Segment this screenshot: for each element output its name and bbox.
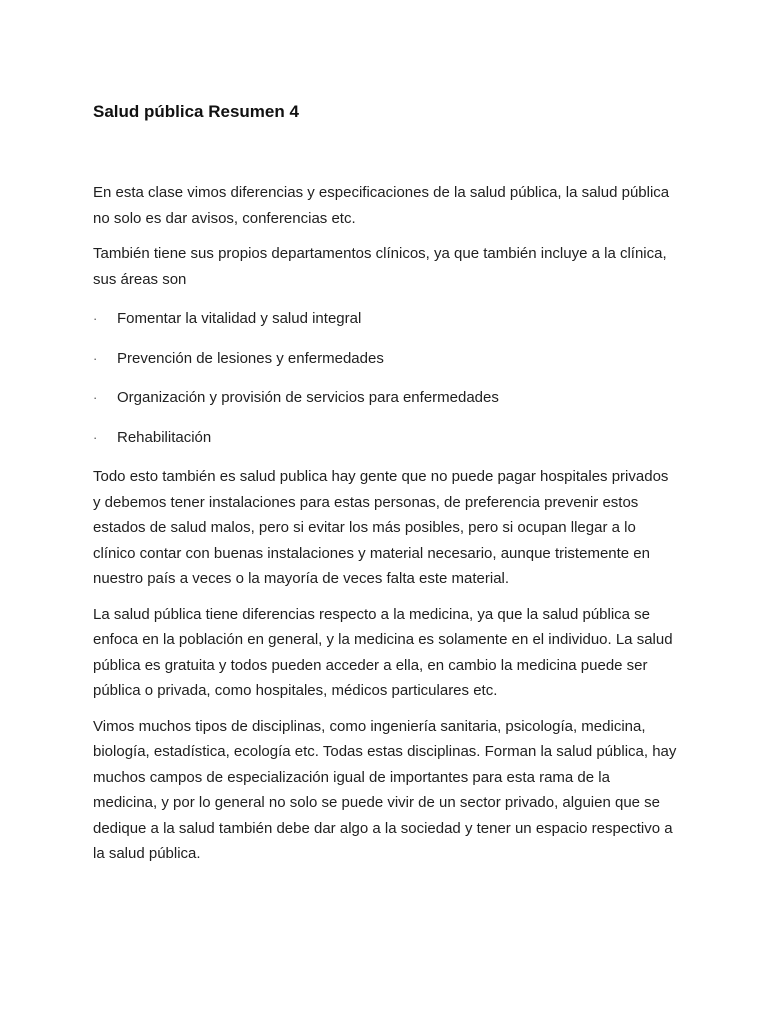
areas-list <box>93 306 678 450</box>
bullet-marker: · <box>93 429 98 445</box>
paragraph-body-1: Todo esto también es salud publica hay gente que no puede pagar hospitales privados y debemos tener instalaciones para estas personas, de preferencia prevenir estos estados de salud malos, pero si evitar los más posibles, pero si ocupan llegar a lo clínico contar con buenas instalaciones y material necesario, aunque tristemente en nuestro país a veces o la mayoría de veces falta este material. <box>93 468 669 587</box>
list-item <box>93 385 678 411</box>
paragraph-intro-1: En esta clase vimos diferencias y especificaciones de la salud pública, la salud pública no solo es dar avisos, conferencias etc. <box>93 184 670 227</box>
bullet-marker: · <box>93 390 98 405</box>
list-item-text: Organización y provisión de servicios para enfermedades <box>117 389 499 406</box>
list-item <box>93 306 678 332</box>
paragraph-body-2: La salud pública tiene diferencias respecto a la medicina, ya que la salud pública se enfoca en la población en general, y la medicina es solamente en el individuo. La salud pública es gratuita y todos pueden acceder a ella, en cambio la medicina puede ser pública o privada, como hospitales, médicos particulares etc. <box>93 605 673 699</box>
bullet-marker: · <box>93 350 98 366</box>
list-item-text: Rehabilitación <box>117 428 212 446</box>
bullet-marker: · <box>93 311 98 326</box>
paragraph-intro-2: También tiene sus propios departamentos clínicos, ya que también incluye a la clínica, sus áreas son <box>93 245 667 288</box>
list-item <box>93 425 678 451</box>
document-content <box>93 100 678 877</box>
paragraph-body-3: Vimos muchos tipos de disciplinas, como ingeniería sanitaria, psicología, medicina, biología, estadística, ecología etc. Todas estas disciplinas. Forman la salud pública, hay muchos campos de especialización igual de importantes para esta rama de la medicina, y por lo general no solo se puede vivir de un sector privado, alguien que se dedique a la salud también debe dar algo a la sociedad y tener un espacio respectivo a la salud pública. <box>93 717 677 862</box>
document-title: Salud pública Resumen 4 <box>93 102 299 121</box>
list-item-text: Fomentar la vitalidad y salud integral <box>117 310 362 327</box>
list-item <box>93 346 678 372</box>
list-item-text: Prevención de lesiones y enfermedades <box>117 349 384 367</box>
